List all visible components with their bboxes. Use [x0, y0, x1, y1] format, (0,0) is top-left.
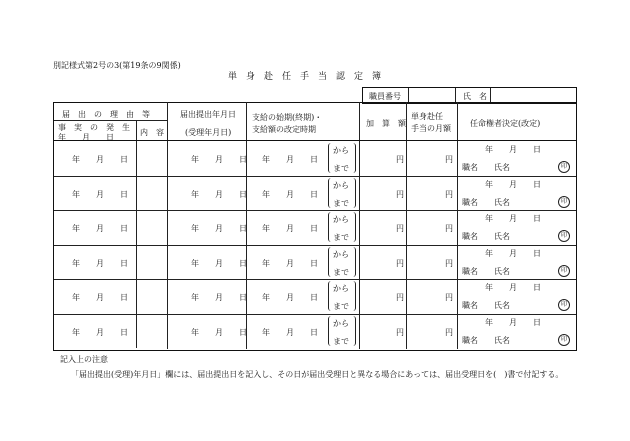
period-date: 年 月 日 [262, 293, 318, 303]
seal-icon: 印 [558, 265, 570, 277]
row-divider [54, 210, 576, 211]
monthly-yen: 円 [445, 258, 453, 268]
until-label: まで [333, 267, 349, 277]
brace-left [328, 281, 333, 311]
row-divider [54, 176, 576, 177]
seal-icon: 印 [558, 161, 570, 173]
approver-date: 年 月 日 [485, 179, 541, 189]
approver-name: 職名 氏名 [462, 301, 510, 311]
event-date: 年 月 日 [72, 155, 128, 164]
from-label: から [333, 146, 349, 155]
notes-heading: 記入上の注意 [60, 355, 108, 364]
brace-left [328, 212, 333, 242]
addition-header: 加 算 額 [366, 119, 406, 128]
approver-name: 職名 氏名 [462, 336, 510, 345]
name-label: 氏 名 [463, 92, 487, 101]
brace-right [351, 281, 356, 311]
from-label: から [333, 249, 349, 259]
until-label: まで [333, 337, 349, 346]
submit-date-header: 届出提出年月日 [180, 110, 236, 119]
until-label: まで [333, 302, 349, 312]
addition-yen: 円 [396, 328, 404, 337]
seal-icon: 印 [558, 196, 570, 208]
from-label: から [333, 180, 349, 190]
brace-left [328, 143, 333, 173]
event-date: 年 月 日 [72, 328, 128, 337]
notes-text: 「届出提出(受理)年月日」欄には、届出提出日を記入し、その日が届出受理日と異なる場合にあっては、届出受理日を( )書で付記する。 [71, 370, 564, 379]
monthly-yen: 円 [445, 155, 453, 164]
addition-yen: 円 [396, 224, 404, 234]
approver-date: 年 月 日 [485, 145, 541, 154]
from-label: から [333, 215, 349, 225]
brace-right [351, 212, 356, 242]
monthly-yen: 円 [445, 189, 453, 199]
period-date: 年 月 日 [262, 224, 318, 234]
seal-icon: 印 [558, 334, 570, 346]
submit-date: 年 月 日 [191, 189, 247, 199]
header-divider [54, 140, 576, 141]
submit-date: 年 月 日 [191, 155, 247, 164]
reason-header: 届 出 の 理 由 等 [62, 110, 150, 119]
brace-left [328, 178, 333, 208]
from-label: から [333, 284, 349, 294]
approver-date: 年 月 日 [485, 248, 541, 258]
monthly-yen: 円 [445, 328, 453, 337]
row-divider [54, 279, 576, 280]
approver-date: 年 月 日 [485, 283, 541, 293]
event-date: 年 月 日 [72, 189, 128, 199]
period-date: 年 月 日 [262, 189, 318, 199]
until-label: まで [333, 198, 349, 208]
submit-date: 年 月 日 [191, 224, 247, 234]
row-divider [54, 314, 576, 315]
submit-date: 年 月 日 [191, 293, 247, 303]
addition-yen: 円 [396, 189, 404, 199]
approver-date: 年 月 日 [485, 214, 541, 224]
until-label: まで [333, 164, 349, 173]
approver-name: 職名 氏名 [462, 163, 510, 172]
monthly-yen: 円 [445, 293, 453, 303]
approver-name: 職名 氏名 [462, 266, 510, 276]
brace-left [328, 316, 333, 346]
brace-right [351, 178, 356, 208]
form-title: 単 身 赴 任 手 当 認 定 簿 [228, 72, 382, 82]
form-reference: 別記様式第2号の3(第19条の9関係) [53, 61, 181, 70]
event-date-header: 事 実 の 発 生 年 月 日 [58, 123, 130, 142]
monthly-header: 単身赴任 手当の月額 [411, 112, 451, 133]
approver-date: 年 月 日 [485, 318, 541, 327]
submit-date: 年 月 日 [191, 258, 247, 268]
submit-date: 年 月 日 [191, 328, 247, 337]
from-label: から [333, 319, 349, 328]
addition-yen: 円 [396, 155, 404, 164]
until-label: まで [333, 233, 349, 243]
brace-left [328, 247, 333, 277]
row-divider [54, 245, 576, 246]
submit-date-sub-header: (受理年月日) [185, 128, 232, 137]
approver-name: 職名 氏名 [462, 197, 510, 207]
addition-yen: 円 [396, 258, 404, 268]
event-date: 年 月 日 [72, 224, 128, 234]
content-header: 内 容 [140, 128, 164, 137]
brace-right [351, 247, 356, 277]
period-date: 年 月 日 [262, 258, 318, 268]
addition-yen: 円 [396, 293, 404, 303]
period-date: 年 月 日 [262, 155, 318, 164]
seal-icon: 印 [558, 299, 570, 311]
staff-number-label: 職員番号 [369, 92, 401, 101]
period-date: 年 月 日 [262, 328, 318, 337]
seal-icon: 印 [558, 230, 570, 242]
event-date: 年 月 日 [72, 293, 128, 303]
brace-right [351, 316, 356, 346]
event-date: 年 月 日 [72, 258, 128, 268]
approver-header: 任命権者決定(改定) [470, 119, 541, 128]
period-header: 支給の始期(終期)・ 支給額の改定時期 [252, 113, 323, 134]
monthly-yen: 円 [445, 224, 453, 234]
brace-right [351, 143, 356, 173]
approver-name: 職名 氏名 [462, 232, 510, 242]
